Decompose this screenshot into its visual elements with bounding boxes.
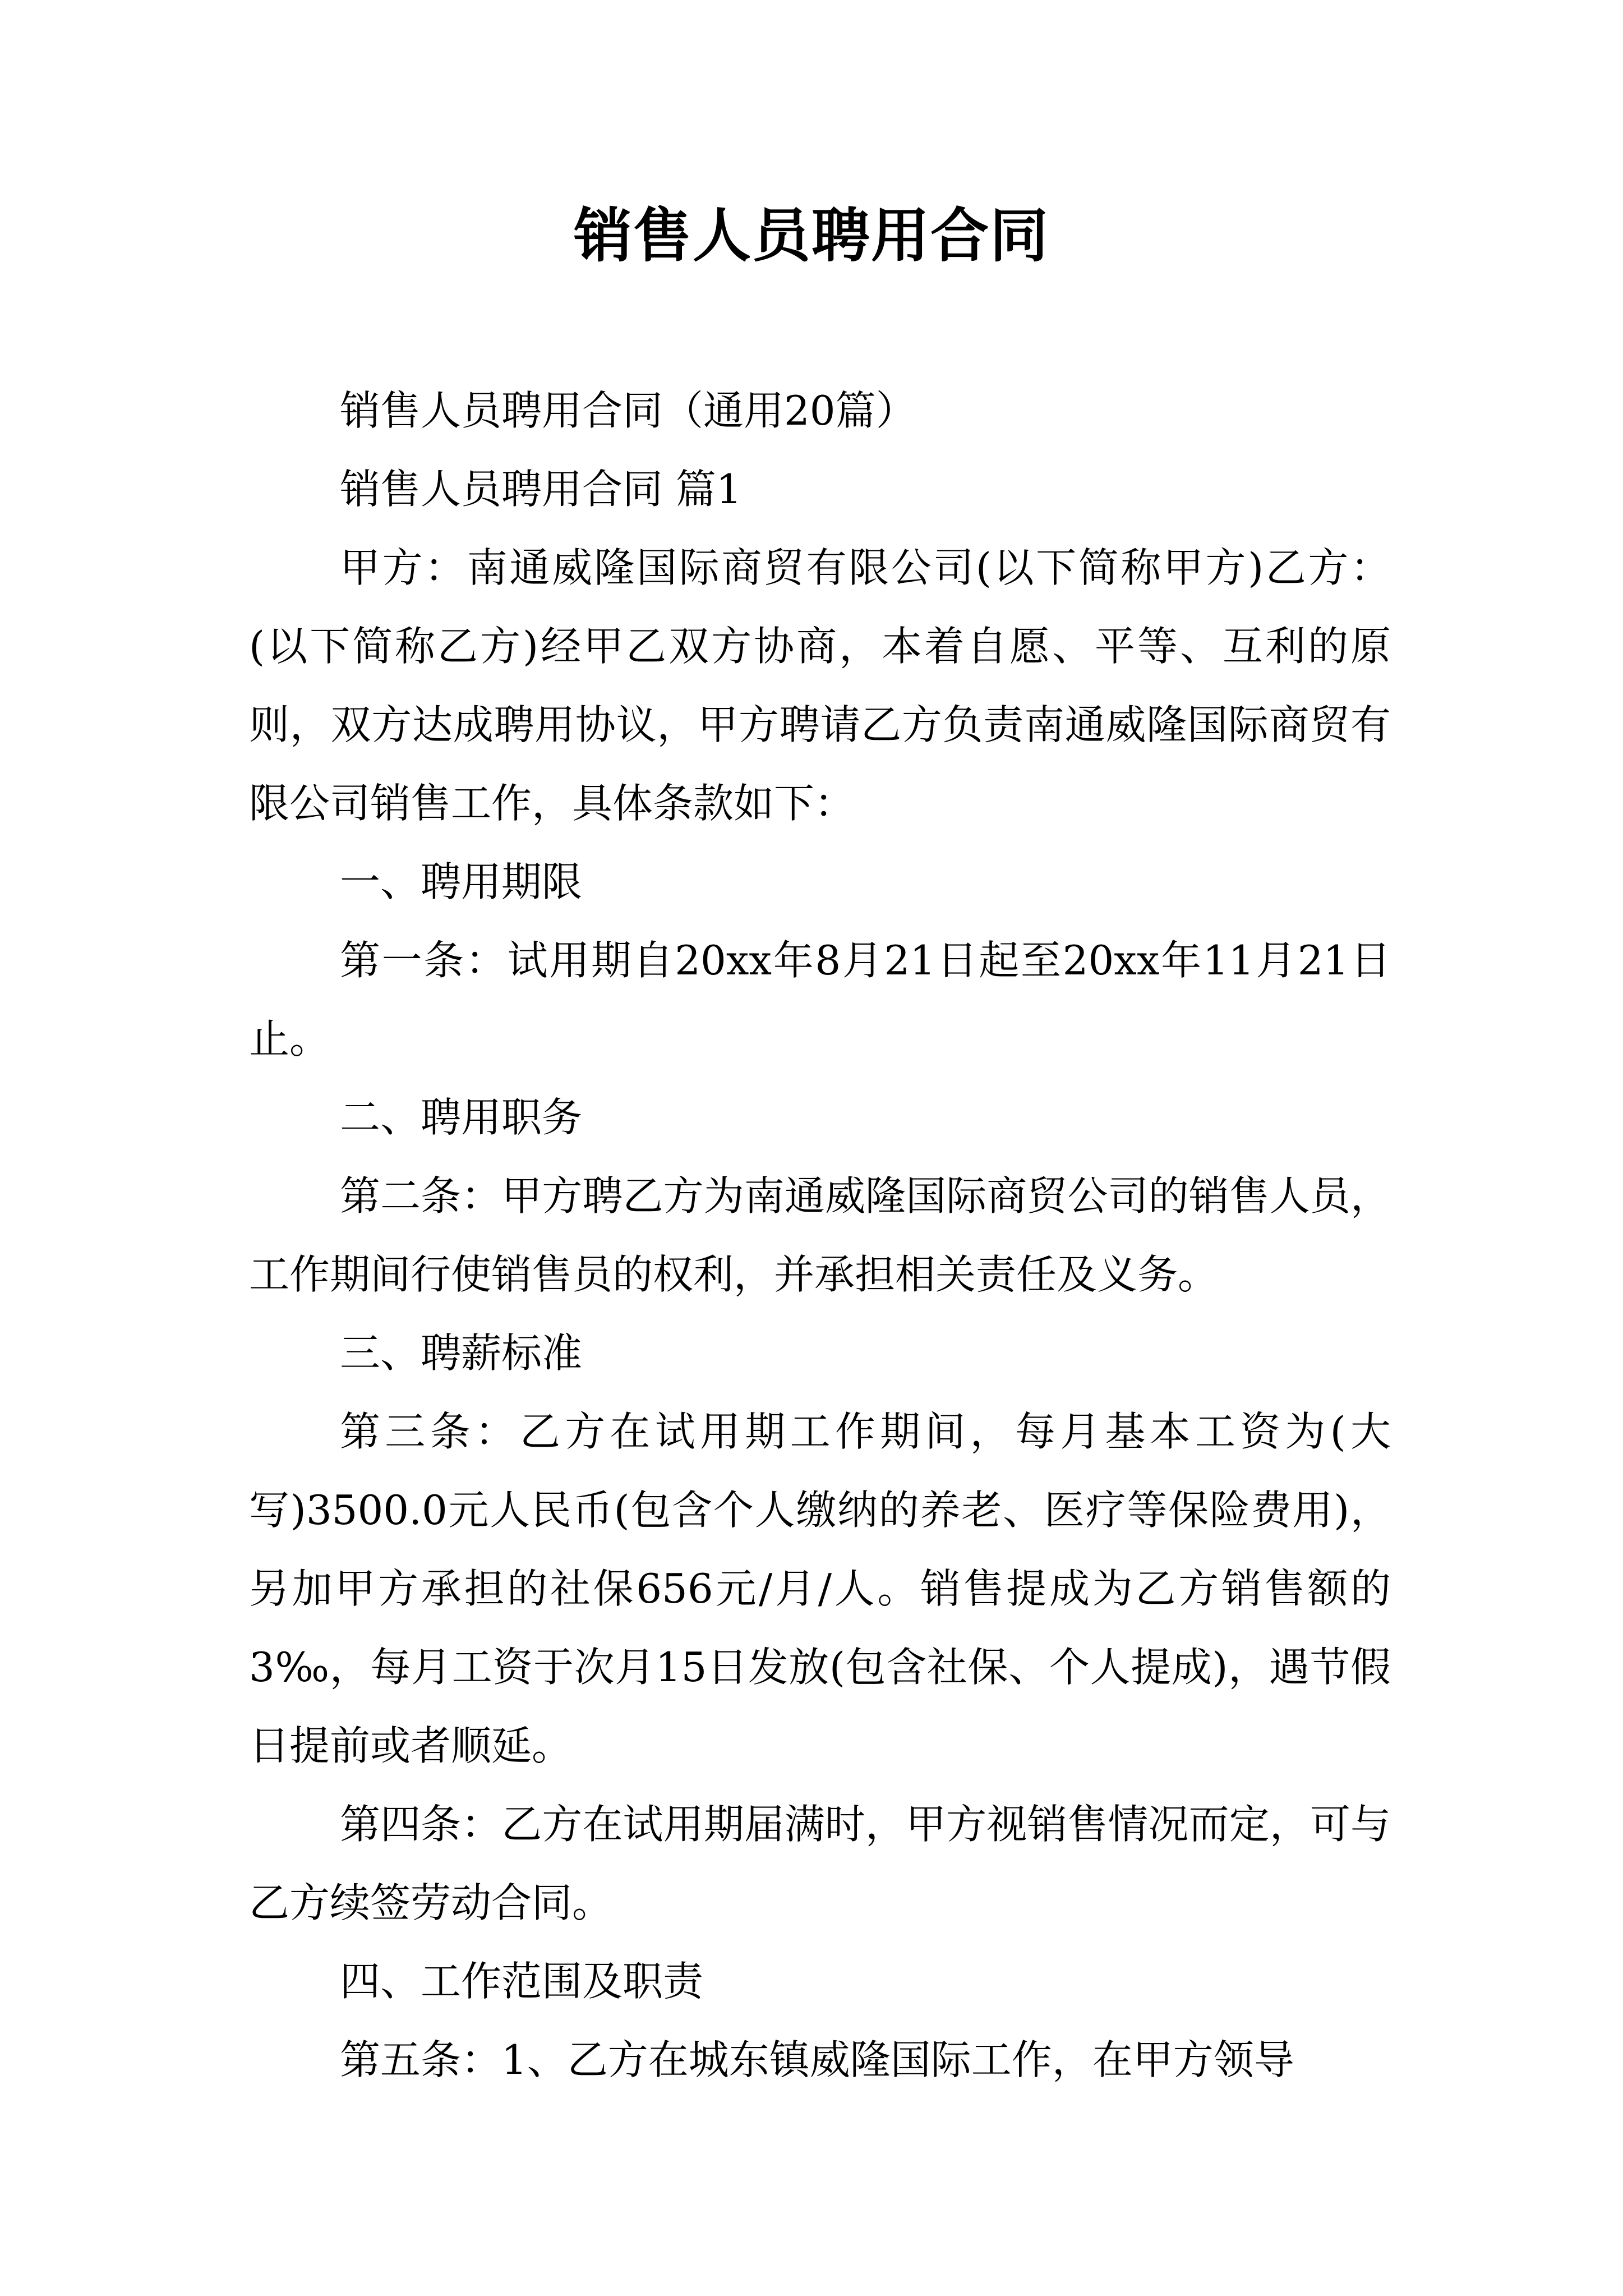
heading-employment-term: 一、聘用期限: [340, 858, 583, 905]
article-2: 第二条：甲方聘乙方为南通威隆国际商贸公司的销售人员，工作期间行使销售员的权利，并承担相关责任及义务。: [249, 1172, 1391, 1298]
article-4: 第四条：乙方在试用期届满时，甲方视销售情况而定，可与乙方续签劳动合同。: [249, 1801, 1391, 1926]
document-body: [249, 371, 1391, 2099]
heading-salary-standard: 三、聘薪标准: [340, 1329, 583, 1377]
section-heading-part-1: 销售人员聘用合同 篇1: [340, 466, 742, 513]
heading-employment-position: 二、聘用职务: [340, 1094, 583, 1141]
subtitle-paragraph: 销售人员聘用合同（通用20篇）: [340, 387, 916, 434]
article-1: 第一条：试用期自20xx年8月21日起至20xx年11月21日止。: [249, 937, 1391, 1062]
article-3: 第三条：乙方在试用期工作期间，每月基本工资为(大写)3500.0元人民币(包含个人缴纳的养老、医疗等保险费用)，另加甲方承担的社保656元/月/人。销售提成为乙方销售额的3‰，每月工资于次月15日发放(包含社保、个人提成)，遇节假日提前或者顺延。: [249, 1408, 1391, 1769]
heading-work-scope: 四、工作范围及职责: [340, 1958, 704, 2005]
article-5: 第五条：1、乙方在城东镇威隆国际工作，在甲方领导: [340, 2036, 1294, 2083]
document-title: 销售人员聘用合同: [573, 201, 1049, 270]
parties-paragraph: 甲方：南通威隆国际商贸有限公司(以下简称甲方)乙方：(以下简称乙方)经甲乙双方协商，本着自愿、平等、互利的原则，双方达成聘用协议，甲方聘请乙方负责南通威隆国际商贸有限公司销售工作，具体条款如下：: [249, 544, 1391, 827]
